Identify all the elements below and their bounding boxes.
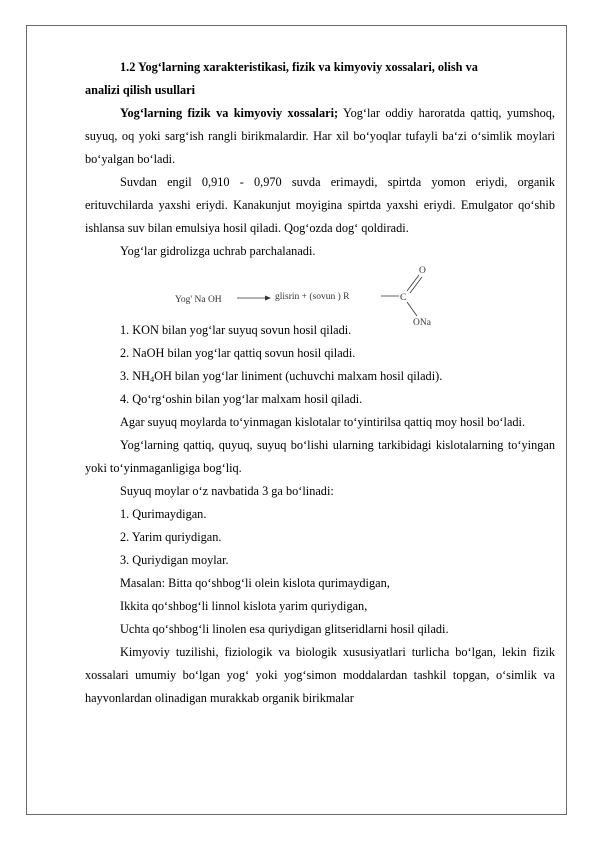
formula-diagram [85,263,555,328]
paragraph-types: Suyuq moylar oʻz navbatida 3 ga boʻlinadi: [120,484,334,498]
list-item: 2. Yarim quriydigan. [120,530,222,544]
list-item-suffix: OH bilan yogʻlar liniment (uchuvchi malxam hosil qiladi). [154,369,443,383]
list-item: 1. KON bilan yogʻlar suyuq sovun hosil qiladi. [120,323,352,337]
paragraph-saturation: Agar suyuq moylarda toʻyinmagan kislotalar toʻyintirilsa qattiq moy hosil boʻladi. [120,415,526,429]
paragraph-solubility: Suvdan engil 0,910 - 0,970 suvda erimaydi, spirtda yomon eriydi, organik erituvchilarda yaxshi eriydi. Kanakunjut moyigina spirtda yaxshi eriydi. Emulgator qoʻshib ishlansa suv bilan emulsiya hosil qiladi. Qogʻozda dogʻ qoldiradi. [85,175,555,235]
example-line: Masalan: Bitta qoʻshbogʻli olein kislota qurimaydigan, [120,576,390,590]
list-item: 1. Qurimaydigan. [120,507,207,521]
formula-middle: glisrin + (sovun ) R [275,292,350,302]
list-item: 4. Qoʻrgʻoshin bilan yogʻlar malxam hosil qiladi. [120,392,363,406]
list-item: 2. NaOH bilan yogʻlar qattiq sovun hosil qiladi. [120,346,356,360]
paragraph-closing: Kimyoviy tuzilishi, fiziologik va biologik xususiyatlari turlicha boʻlgan, lekin fizik xossalari umumiy boʻlgan yogʻ yoki yogʻsimon moddalardan tashkil topgan, oʻsimlik va hayvonlardan olinadigan murakkab organik birikmalar [85,645,555,705]
document-body [85,56,555,710]
formula-oxygen: O [419,266,426,276]
list-item: 3. Quriydigan moylar. [120,553,229,567]
paragraph-consistency: Yogʻlarning qattiq, quyuq, suyuq boʻlishi ularning tarkibidagi kislotalarning toʻyingan yoki toʻyinmaganligiga bogʻliq. [85,438,555,475]
single-bond-ona [407,302,417,316]
heading-line-2: analizi qilish usullari [85,83,196,97]
list-item-subscript: 4 [150,375,155,384]
example-line: Uchta qoʻshbogʻli linolen esa quriydigan glitseridlarni hosil qiladi. [120,622,449,636]
paragraph-lead: Yogʻlarning fizik va kimyoviy xossalari; [120,106,339,120]
paragraph-properties [85,102,555,171]
formula-ona: ONa [413,318,431,328]
paragraph-hydrolysis: Yogʻlar gidrolizga uchrab parchalanadi. [120,244,316,258]
formula-left: Yog' Na OH [175,295,222,305]
paragraph-text: Yogʻlar oddiy haroratda qattiq, yumshoq, suyuq, oq yoki sargʻish rangli birikmalardir. Har xil boʻyoqlar tufayli baʻzi oʻsimlik moylari boʻyalgan boʻladi. [85,106,555,166]
formula-carbon: C [400,293,407,303]
list-item-prefix: 3. NH [120,369,151,383]
reaction-arrowhead [265,296,271,301]
list-item [85,365,555,388]
section-heading [85,56,555,102]
example-line: Ikkita qoʻshbogʻli linnol kislota yarim quriydigan, [120,599,368,613]
heading-line-1: 1.2 Yogʻlarning xarakteristikasi, fizik va kimyoviy xossalari, olish va [120,60,478,74]
hydrolysis-formula [85,263,555,328]
